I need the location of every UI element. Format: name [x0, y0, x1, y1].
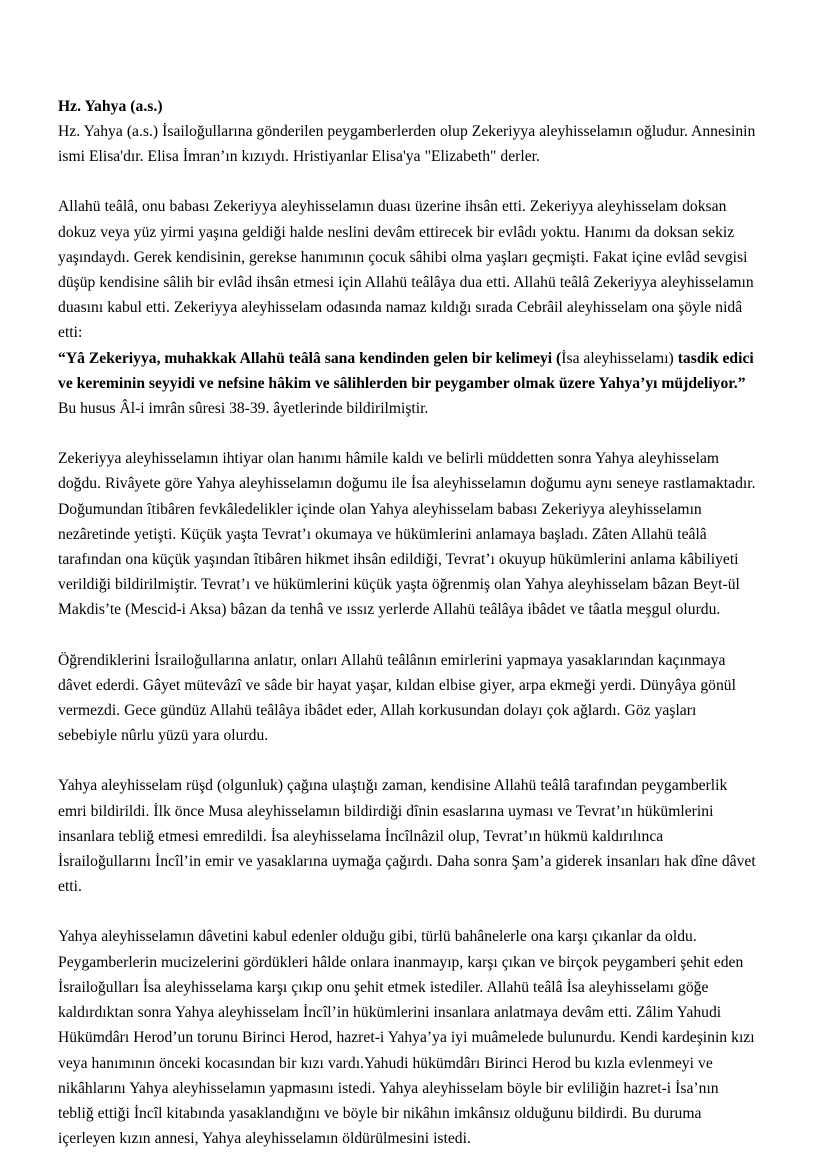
paragraph-intro: Hz. Yahya (a.s.) İsailoğullarına gönderilen peygamberlerden olup Zekeriyya aleyhisselamın oğludur. Annesinin ismi Elisa'dır. Elisa İmran’ın kızıydı. Hristiyanlar Elisa'ya "Elizabeth" derler. [58, 123, 756, 166]
paragraph-teaching: Öğrendiklerini İsrailoğullarına anlatır, onları Allahü teâlânın emirlerini yapmaya yasaklarından kaçınmaya dâvet ederdi. Gâyet mütevâzî ve sâde bir hayat yaşar, kıldan elbise giyer, arpa ekmeği yerdi. Dünyâya gönül vermezdi. Gece gündüz Allahü teâlâya ibâdet eder, Allah korkusundan dolayı çok ağlardı. Göz yaşları sebebiyle nûrlu yüzü yara olurdu. [58, 651, 736, 745]
paragraph-quote-reference: Bu husus Âl-i imrân sûresi 38-39. âyetlerinde bildirilmiştir. [58, 400, 429, 418]
paragraph-childhood: Zekeriyya aleyhisselamın ihtiyar olan hanımı hâmile kaldı ve belirli müddetten sonra Yahya aleyhisselam doğdu. Rivâyete göre Yahya aleyhisselamın doğumu ile İsa aleyhisselamın doğumu aynı seneye rastlamaktadır. Doğumundan îtibâren fevkâledelikler içinde olan Yahya aleyhisselam babası Zekeriyya aleyhisselamın nezâretinde yetişti. Küçük yaşta Tevrat’ı okumaya ve hükümlerini anlamaya başladı. Zâten Allahü teâlâ tarafından ona küçük yaşından îtibâren hikmet ihsân edildiği, Tevrat’ı okuyup hükümlerini anlama kâbiliyeti verildiği bildirilmiştir. Tevrat’ı ve hükümlerini küçük yaşta öğrenmiş olan Yahya aleyhisselam bâzan Beyt-ül Makdis’te (Mescid-i Aksa) bâzan da tenhâ ve ıssız yerlerde Allahü teâlâya ibâdet ve tâatla meşgul olurdu. [58, 450, 756, 619]
quote-segment-bold-end: tasdik edici ve kereminin seyyidi ve nefsine hâkim ve sâlihlerden bir peygamber olmak üzere Yahya’yı müjdeliyor.” [58, 349, 754, 392]
document-text-body [58, 94, 758, 1151]
paragraph-revelation-quote [58, 346, 758, 396]
page-title: Hz. Yahya (a.s.) [58, 98, 163, 115]
quote-segment-regular-inline: İsa aleyhisselamı) [561, 349, 674, 367]
paragraph-prophethood: Yahya aleyhisselam rüşd (olgunluk) çağına ulaştığı zaman, kendisine Allahü teâlâ tarafından peygamberlik emri bildirildi. İlk önce Musa aleyhisselamın bildirdiği dînin esaslarına uyması ve Tevrat’ın hükümlerini insanlara tebliğ etmesi emredildi. İsa aleyhisselama İncîlnâzil olup, Tevrat’ın hükmü kaldırılınca İsrailoğullarını İncîl’in emir ve yasaklarına uymağa çağırdı. Daha sonra Şam’a giderek insanları hak dîne dâvet etti. [58, 777, 756, 896]
paragraph-birth-prayer: Allahü teâlâ, onu babası Zekeriyya aleyhisselamın duası üzerine ihsân etti. Zekeriyya aleyhisselam doksan dokuz veya yüz yirmi yaşına geldiği halde neslini devâm ettirecek bir evlâdı yoktu. Hanımı da doksan sekiz yaşındaydı. Gerek kendisinin, gerekse hanımının çocuk sâhibi olma yaşları geçmişti. Fakat içine evlâd sevgisi düşüp kendisine sâlih bir evlâd ihsân etmesi için Allahü teâlâya dua etti. Allahü teâlâ Zekeriyya aleyhisselamın duasını kabul etti. Zekeriyya aleyhisselam odasında namaz kıldığı sırada Cebrâil aleyhisselam ona şöyle nidâ etti: [58, 198, 754, 342]
paragraph-opposition: Yahya aleyhisselamın dâvetini kabul edenler olduğu gibi, türlü bahânelerle ona karşı çıkanlar da oldu. Peygamberlerin mucizelerini gördükleri hâlde onlara inanmayıp, karşı çıkan ve birçok peygamberi şehit eden İsrailoğulları İsa aleyhisselama karşı çıkıp onu şehit etmek istediler. Allahü teâlâ İsa aleyhisselamı göğe kaldırdıktan sonra Yahya aleyhisselam İncîl’in hükümlerini insanlara anlatmaya devâm etti. Zâlim Yahudi Hükümdârı Herod’un torunu Birinci Herod, hazret-i Yahya’ya iyi muâmelede bulunurdu. Kendi kardeşinin kızı veya hanımının önceki kocasından bir kızı vardı.Yahudi hükümdârı Birinci Herod bu kızla evlenmeyi ve nikâhlarını Yahya aleyhisselamın yapmasını istedi. Yahya aleyhisselam böyle bir evliliğin hazret-i İsa’nın tebliğ ettiği İncîl kitabında yasaklandığını ve böyle bir nikâhın imkânsız olduğunu bildirdi. Bu duruma içerleyen kızın annesi, Yahya aleyhisselamın öldürülmesini istedi. [58, 928, 755, 1148]
quote-segment-bold-start: “Yâ Zekeriyya, muhakkak Allahü teâlâ sana kendinden gelen bir kelimeyi ( [58, 349, 562, 367]
